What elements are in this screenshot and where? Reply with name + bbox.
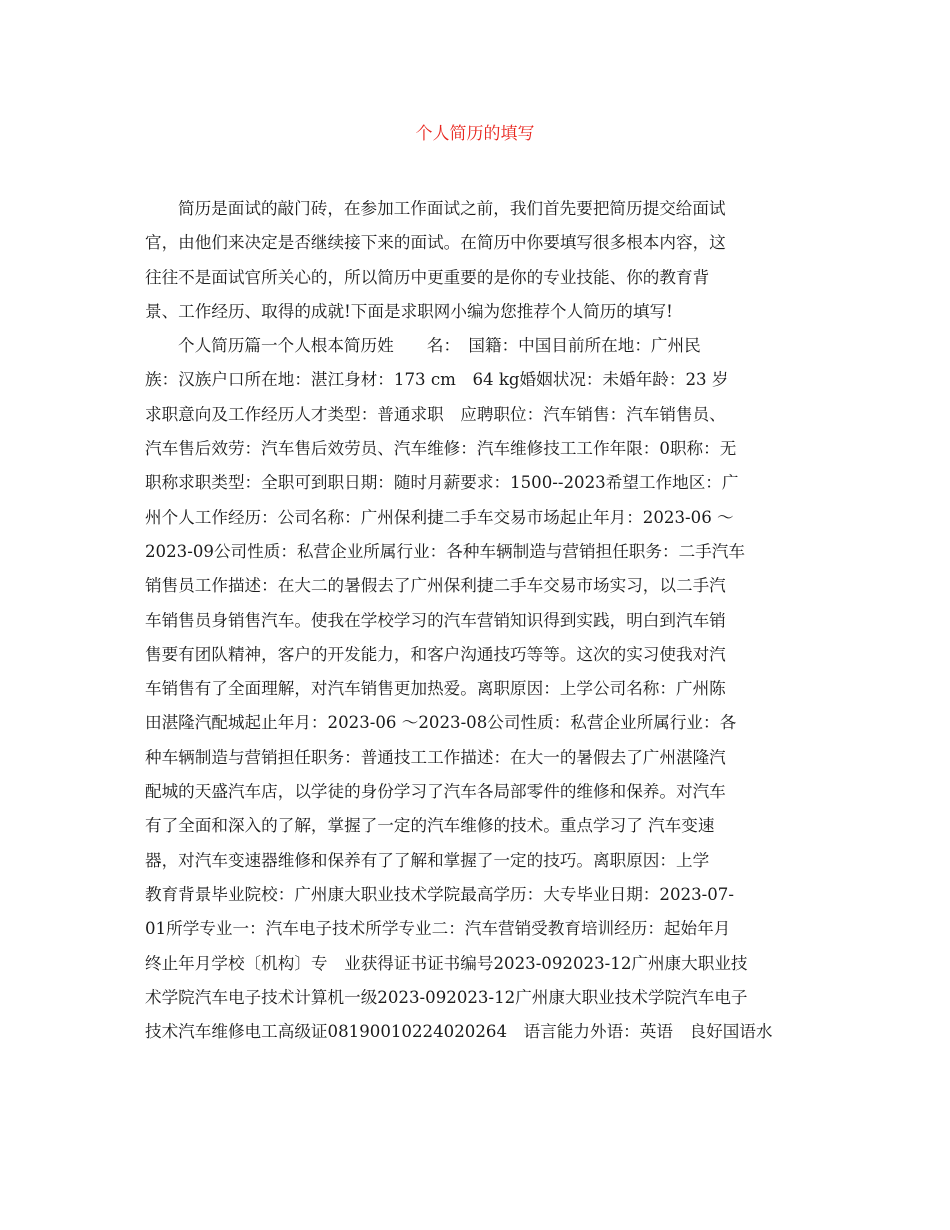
paragraph-line: 终止年月学校〔机构〕专 业获得证书证书编号2023-092023-12广州康大职业技 [145, 953, 748, 973]
paragraph-line: 求职意向及工作经历人才类型：普通求职 应聘职位：汽车销售：汽车销售员、 [145, 404, 726, 424]
paragraph-line: 车销售员身销售汽车。使我在学校学习的汽车营销知识得到实践，明白到汽车销 [145, 610, 726, 630]
paragraph-line: 教育背景毕业院校：广州康大职业技术学院最高学历：大专毕业日期：2023-07- [145, 884, 734, 904]
paragraph-line: 2023-09公司性质：私营企业所属行业：各种车辆制造与营销担任职务：二手汽车 [145, 541, 745, 561]
paragraph-line: 01所学专业一：汽车电子技术所学专业二：汽车营销受教育培训经历：起始年月 [145, 919, 731, 939]
paragraph-line: 售要有团队精神，客户的开发能力，和客户沟通技巧等等。这次的实习使我对汽 [145, 644, 726, 664]
paragraph-line: 个人简历篇一个人根本简历姓 名： 国籍：中国目前所在地：广州民 [178, 336, 701, 356]
paragraph-line: 官，由他们来决定是否继续接下来的面试。在简历中你要填写很多根本内容，这 [145, 233, 726, 253]
document-body [145, 192, 810, 1049]
paragraph-line: 有了全面和深入的了解，掌握了一定的汽车维修的技术。重点学习了 汽车变速 [145, 816, 715, 836]
paragraph-line: 销售员工作描述：在大二的暑假去了广州保利捷二手车交易市场实习，以二手汽 [145, 576, 726, 596]
paragraph-line: 车销售有了全面理解，对汽车销售更加热爱。离职原因：上学公司名称：广州陈 [145, 679, 726, 699]
paragraph-line: 器，对汽车变速器维修和保养有了了解和掌握了一定的技巧。离职原因：上学 [145, 850, 710, 870]
paragraph-line: 汽车售后效劳：汽车售后效劳员、汽车维修：汽车维修技工工作年限：0职称：无 [145, 439, 737, 459]
paragraph-line: 职称求职类型：全职可到职日期：随时月薪要求：1500--2023希望工作地区：广 [145, 473, 739, 493]
paragraph-line: 配城的天盛汽车店，以学徒的身份学习了汽车各局部零件的维修和保养。对汽车 [145, 782, 726, 802]
document-title: 个人简历的填写 [415, 124, 535, 144]
paragraph-line: 简历是面试的敲门砖，在参加工作面试之前，我们首先要把简历提交给面试 [178, 199, 726, 218]
paragraph-line: 田湛隆汽配城起止年月：2023-06 ～2023-08公司性质：私营企业所属行业：各 [145, 713, 737, 733]
paragraph-line: 族：汉族户口所在地：湛江身材：173 cm 64 kg婚姻状况：未婚年龄：23 岁 [145, 370, 729, 390]
paragraph-line: 往往不是面试官所关心的，所以简历中更重要的是你的专业技能、你的教育背 [145, 267, 710, 287]
paragraph-line: 技术汽车维修电工高级证08190010224020264 语言能力外语：英语 良好国语水 [145, 1022, 773, 1042]
paragraph-line: 景、工作经历、取得的成就!下面是求职网小编为您推荐个人简历的填写! [145, 301, 673, 321]
paragraph-line: 术学院汽车电子技术计算机一级2023-092023-12广州康大职业技术学院汽车电子 [145, 987, 748, 1007]
paragraph-line: 州个人工作经历：公司名称：广州保利捷二手车交易市场起止年月：2023-06 ～ [145, 507, 734, 527]
paragraph-line: 种车辆制造与营销担任职务：普通技工工作描述：在大一的暑假去了广州湛隆汽 [145, 747, 726, 767]
